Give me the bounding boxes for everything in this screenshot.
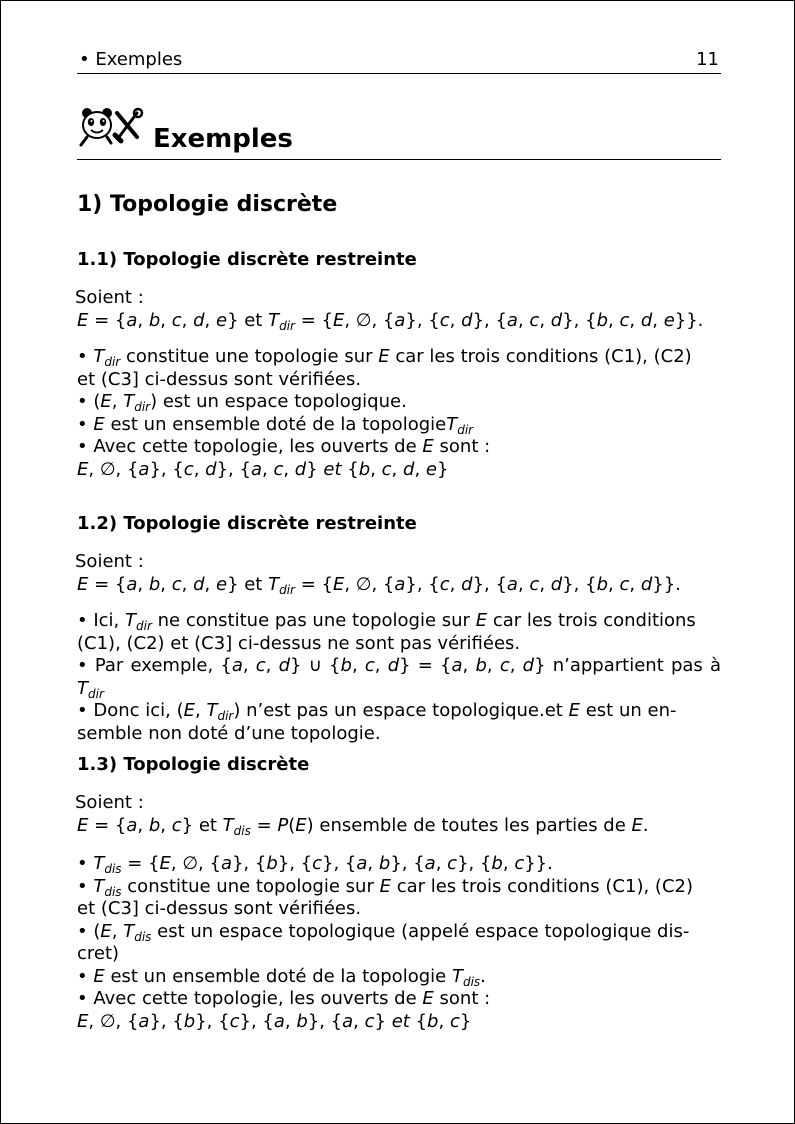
subsection-1-1-body <box>77 287 721 332</box>
chapter-heading <box>77 105 721 160</box>
list-item: • Par exemple, {a, c, d} ∪ {b, c, d} = {a, b, c, d} n’appartient pas à $T_{dir}$ <box>77 655 721 701</box>
panda-tools-icon <box>77 107 145 147</box>
list-item: • Ici, $T_{dir}$ ne constitue pas une topologie sur E car les trois conditions <box>77 610 696 633</box>
set-definition: E = {a, b, c, d, e} et $T_{dir} = \{E$, ∅, {a}, {c, d}, {a, c, d}, {b, c, d, e}}. <box>77 309 704 333</box>
list-item-continuation: cret) <box>77 943 120 964</box>
subsection-1-2-body <box>77 551 721 596</box>
list-item-continuation: semble non doté d’une topologie. <box>77 722 381 744</box>
list-item-continuation: (C1), (C2) et (C3] ci-dessus ne sont pas vérifiées. <box>77 632 521 654</box>
list-item: • (E, $T_{dir}$) est un espace topologique. <box>77 391 407 414</box>
subsection-title-1-2: 1.2) Topologie discrète restreinte <box>77 513 417 534</box>
subsection-1-2-bullets <box>77 610 721 745</box>
list-item: • Avec cette topologie, les ouverts de E sont : <box>77 436 491 457</box>
running-header <box>77 49 721 74</box>
subsection-title-1-3: 1.3) Topologie discrète <box>77 754 310 775</box>
soient-label: Soient : <box>75 287 144 308</box>
soient-label: Soient : <box>75 792 144 813</box>
list-item: • $T_{dis} = \{E$, ∅, {a}, {b}, {c}, {a, b}, {a, c}, {b, c}}. <box>77 853 553 876</box>
open-sets: E, ∅, {a}, {b}, {c}, {a, b}, {a, c} et {b, c} <box>77 1010 472 1032</box>
list-item: • E est un ensemble doté de la topologieT$_{dir}$ <box>77 413 474 437</box>
list-item: • (E, $T_{dis}$ est un espace topologique (appelé espace topologique dis- <box>77 920 690 944</box>
list-item: • Donc ici, (E, $T_{dir}$) n’est pas un espace topologique.et E est un en- <box>77 700 677 723</box>
list-item: • $T_{dir}$ constitue une topologie sur E car les trois conditions (C1), (C2) <box>77 346 692 369</box>
list-item-continuation: et (C3] ci-dessus sont vérifiées. <box>77 898 362 919</box>
list-item: • $T_{dis}$ constitue une topologie sur E car les trois conditions (C1), (C2) <box>77 875 693 899</box>
open-sets: E, ∅, {a}, {c, d}, {a, c, d} et {b, c, d, e} <box>77 458 449 480</box>
list-item: • Avec cette topologie, les ouverts de E sont : <box>77 988 491 1009</box>
subsection-title-1-1: 1.1) Topologie discrète restreinte <box>77 249 417 270</box>
subsection-1-3-bullets <box>77 853 721 1033</box>
page-number: 11 <box>696 49 719 70</box>
set-definition: E = {a, b, c} et $T_{dis} = P(E)$ ensemble de toutes les parties de E. <box>77 814 649 838</box>
running-header-section: • Exemples <box>79 49 183 70</box>
subsection-1-3-body <box>77 792 721 837</box>
chapter-title: Exemples <box>153 124 293 154</box>
list-item: • E est un ensemble doté de la topologie $T_{dis}$. <box>77 965 486 989</box>
set-definition: E = {a, b, c, d, e} et $T_{dir} = \{E$, ∅, {a}, {c, d}, {a, c, d}, {b, c, d}}. <box>77 573 681 597</box>
list-item-continuation: et (C3] ci-dessus sont vérifiées. <box>77 368 362 390</box>
section-title: 1) Topologie discrète <box>77 192 338 217</box>
soient-label: Soient : <box>75 551 144 572</box>
subsection-1-1-bullets <box>77 346 721 481</box>
